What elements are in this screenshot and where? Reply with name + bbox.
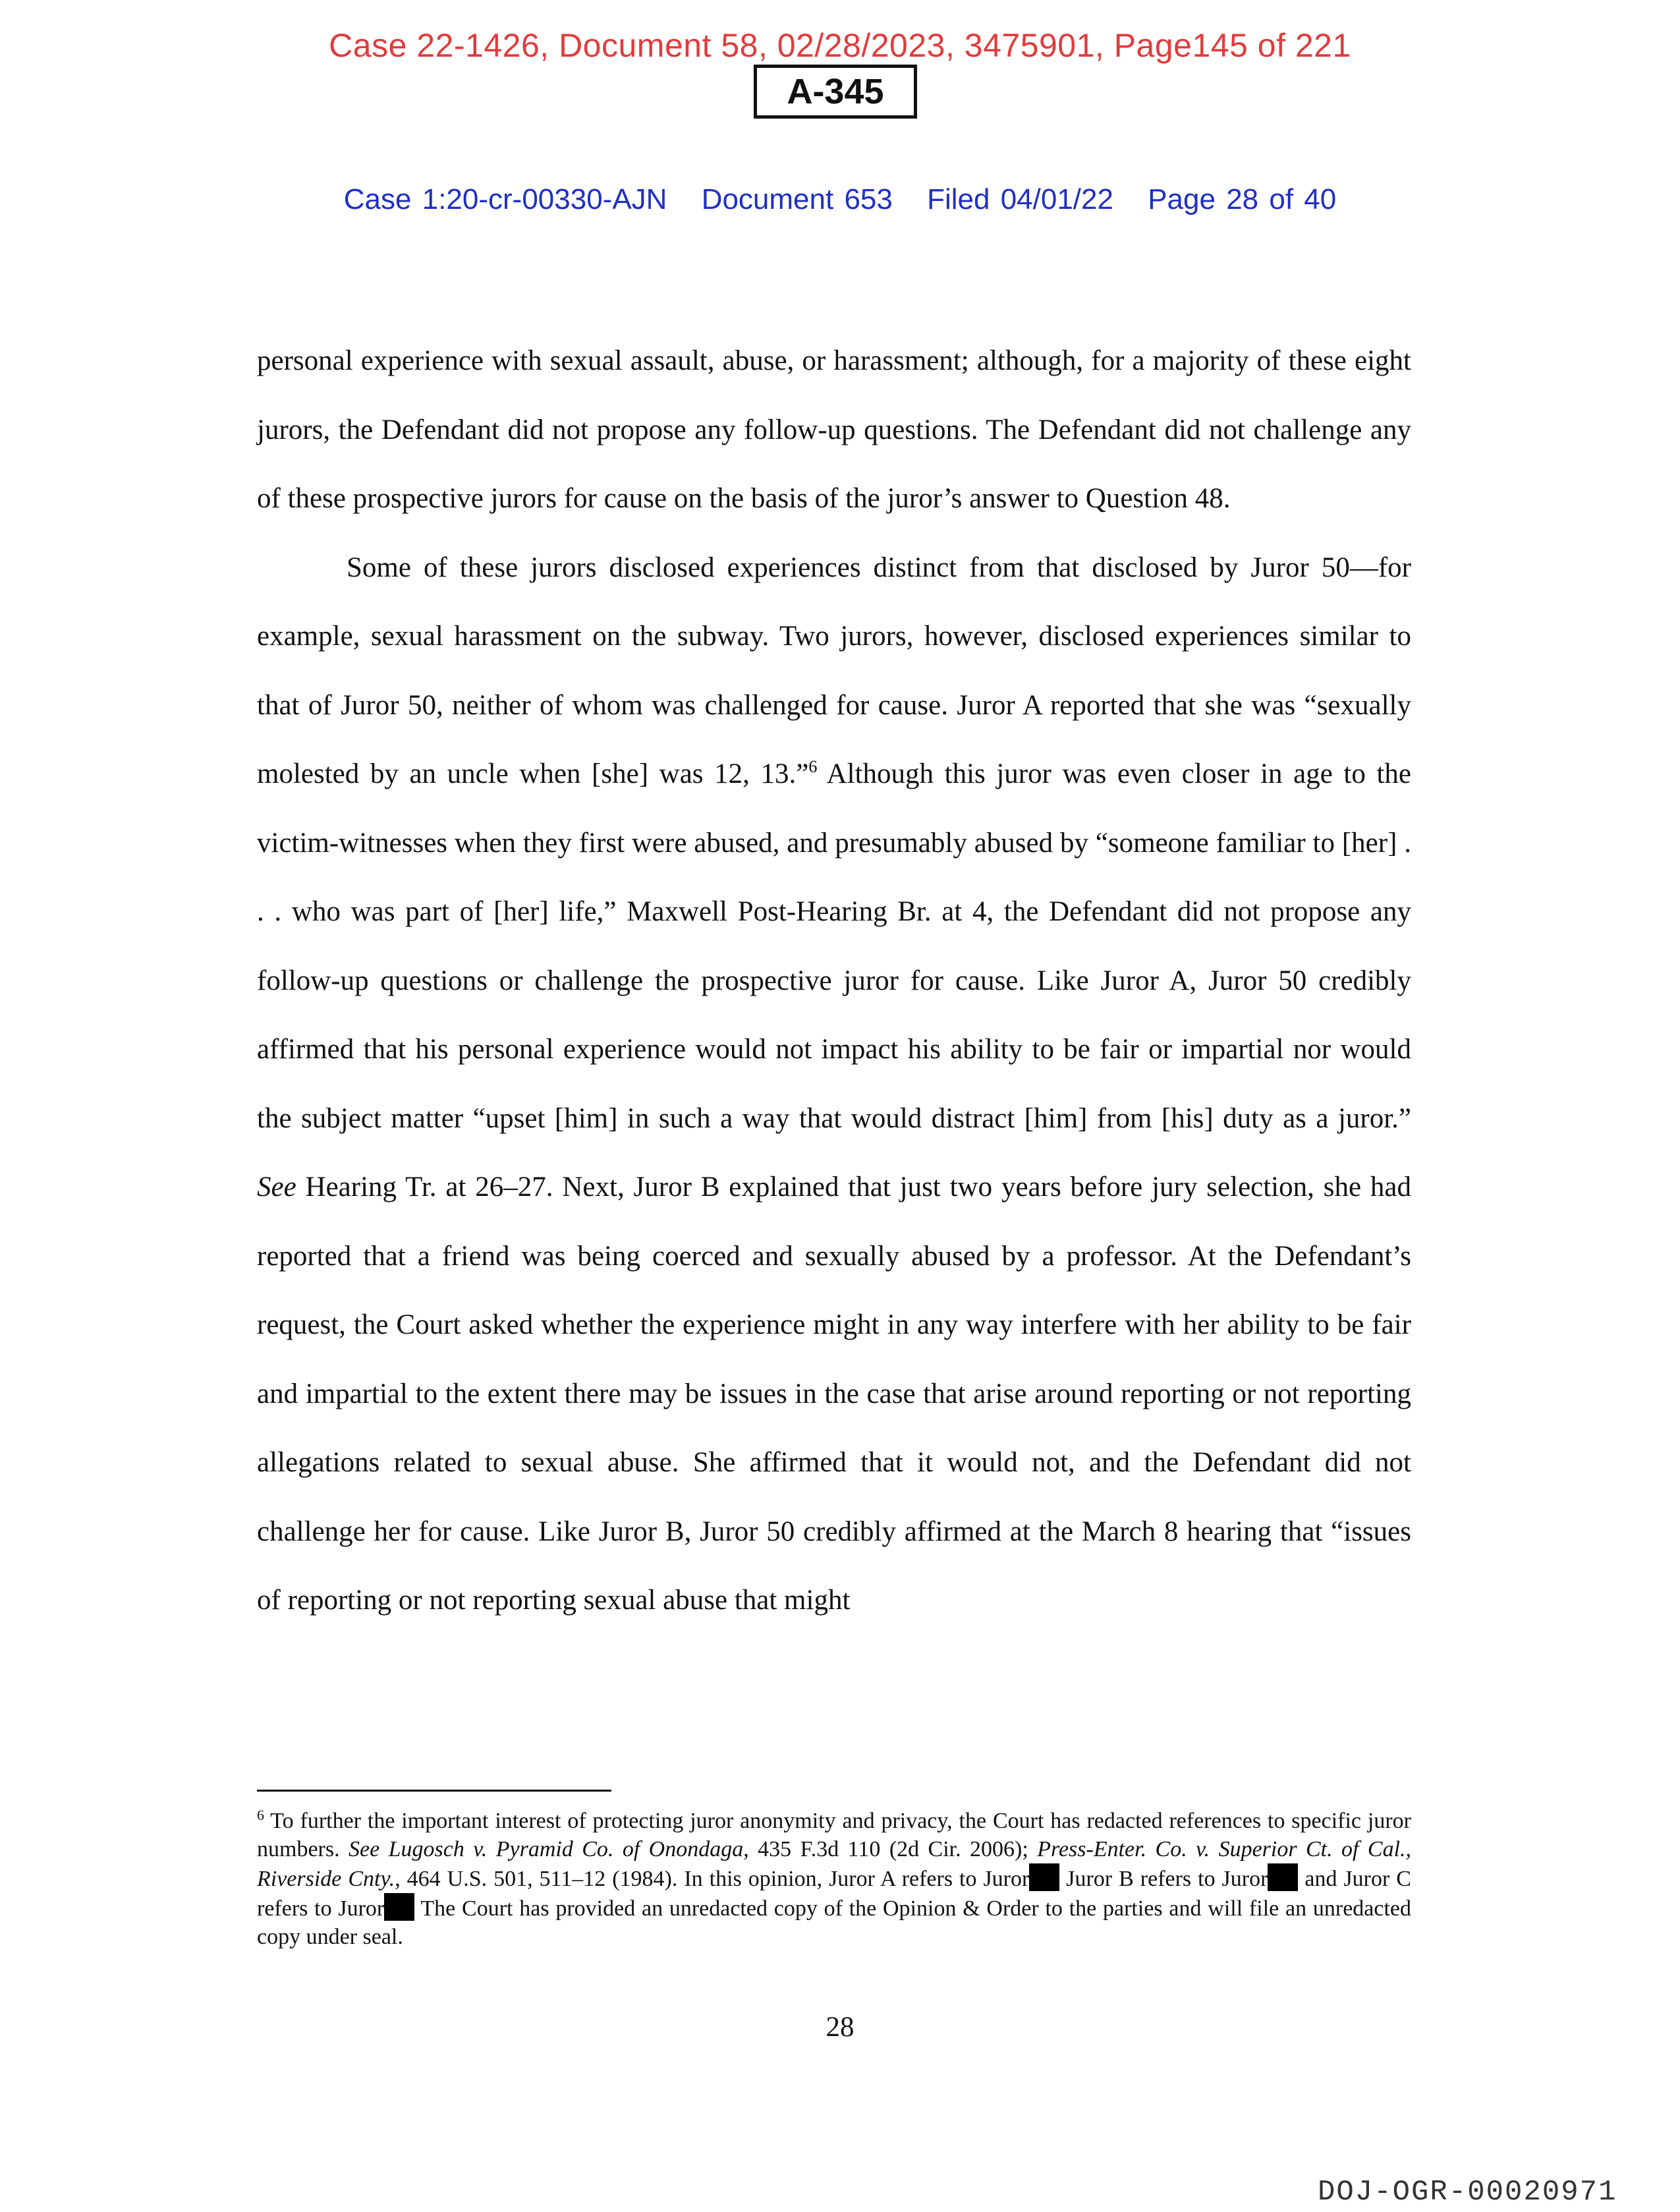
opinion-body [257, 327, 1411, 1635]
footnote-text-3: , 464 U.S. 501, 511–12 (1984). In this opinion, Juror A refers to Juror [395, 1867, 1030, 1891]
footnote-divider [257, 1790, 611, 1792]
footnote-text-1: To further the important interest of protecting juror anonymity and privacy, the Court has redacted references to specific juror numbers. [257, 1809, 1411, 1861]
redaction-box [384, 1893, 414, 1921]
paragraph-2-text-c: Hearing Tr. at 26–27. Next, Juror B explained that just two years before jury selection, she had reported that a friend was being coerced and sexually abused by a professor. At the Defendant’s request, the Court asked whether the experience might in any way interfere with her ability to be fair and impartial to the extent there may be issues in the case that arise around reporting or not reporting allegations related to sexual abuse. She affirmed that it would not, and the Defendant did not challenge her for cause. Like Juror B, Juror 50 credibly affirmed at the March 8 hearing that “issues of reporting or not reporting sexual abuse that might [257, 1172, 1411, 1616]
document-number: Document 653 [701, 183, 893, 215]
footnote-citation-2: Press-Enter. Co. v. Superior Ct. of Cal., Riverside Cnty. [257, 1837, 1412, 1891]
page-of-total: Page 28 of 40 [1148, 183, 1337, 215]
paragraph-1: personal experience with sexual assault, abuse, or harassment; although, for a majority of these eight jurors, the Defendant did not propose any follow-up questions. The Defendant did not challenge any of these prospective jurors for cause on the basis of the juror’s answer to Question 48. [257, 345, 1411, 514]
footnote-text-6: The Court has provided an unredacted copy of the Opinion & Order to the parties and will file an unredacted copy under seal. [257, 1896, 1411, 1949]
case-number: Case 1:20-cr-00330-AJN [343, 183, 667, 215]
exhibit-label: A-345 [754, 65, 917, 119]
footnote-text-5: and Juror C refers to Juror [257, 1867, 1411, 1921]
appellate-case-stamp: Case 22-1426, Document 58, 02/28/2023, 3475901, Page145 of 221 [329, 27, 1351, 64]
paragraph-2-text-b: Although this juror was even closer in age to the victim-witnesses when they first were abused, and presumably abused by “someone familiar to [her] . . . who was part of [her] life,” Maxwell Post-Hearing Br. at 4, the Defendant did not propose any follow-up questions or challenge the prospective juror for cause. Like Juror A, Juror 50 credibly affirmed that his personal experience would not impact his ability to be fair or impartial nor would the subject matter “upset [him] in such a way that would distract [him] from [his] duty as a juror.” [257, 758, 1411, 1134]
bates-number: DOJ-OGR-00020971 [1318, 2176, 1617, 2209]
paragraph-2-text-a: Some of these jurors disclosed experiences distinct from that disclosed by Juror 50—for example, sexual harassment on the subway. Two jurors, however, disclosed experiences similar to that of Juror 50, neither of whom was challenged for cause. Juror A reported that she was “sexually molested by an uncle when [she] was 12, 13.” [257, 552, 1411, 789]
filed-date: Filed 04/01/22 [927, 183, 1113, 215]
footnote-text-4: Juror B refers to Juror [1059, 1867, 1268, 1891]
page-number: 28 [826, 2012, 854, 2043]
redaction-box [1268, 1863, 1298, 1891]
footnote-number: 6 [257, 1807, 264, 1823]
footnote-citation-1: See Lugosch v. Pyramid Co. of Onondaga [349, 1837, 744, 1861]
paragraph-2 [257, 534, 1411, 1635]
footnote [257, 1807, 1411, 1951]
citation-signal: See [257, 1172, 296, 1203]
footnote-reference: 6 [808, 757, 818, 776]
redaction-box [1029, 1863, 1059, 1891]
footnote-text-2: , 435 F.3d 110 (2d Cir. 2006); [743, 1837, 1038, 1861]
district-case-header [0, 183, 1680, 216]
